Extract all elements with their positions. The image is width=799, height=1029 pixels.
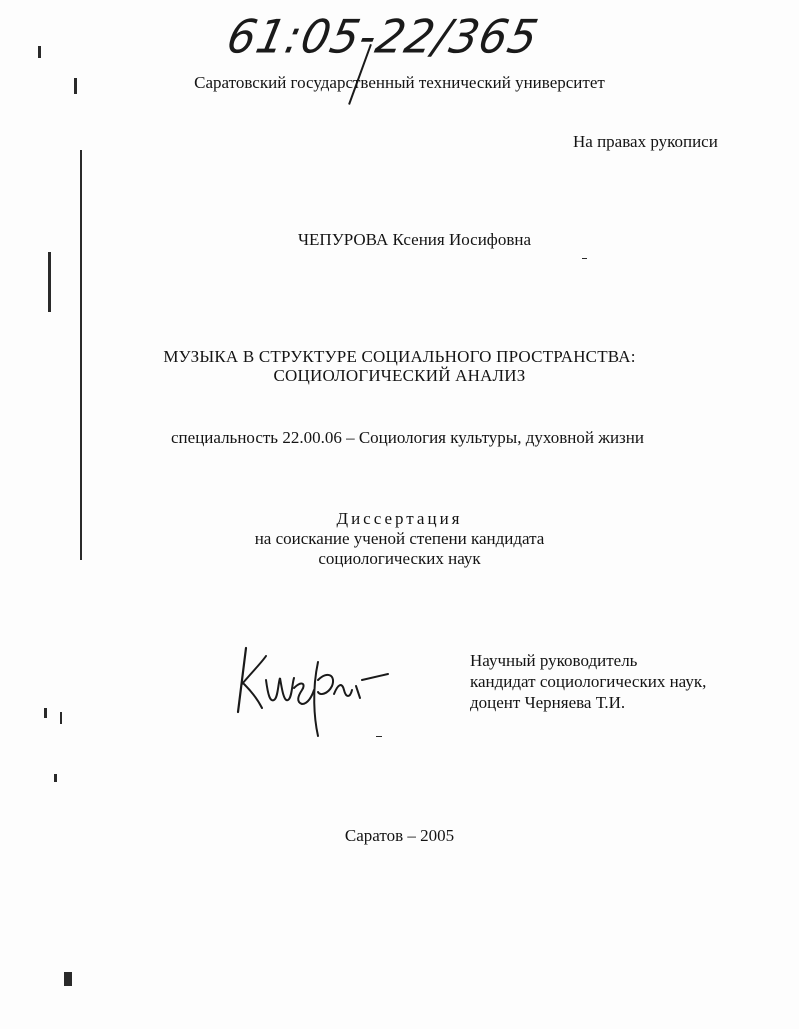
author-name: ЧЕПУРОВА Ксения Иосифовна [298,230,531,249]
supervisor-line-2: кандидат социологических наук, [470,672,707,691]
margin-speck [60,712,62,724]
author-signature [232,640,402,740]
margin-speck [74,78,77,94]
margin-speck [44,708,47,718]
supervisor-line-1: Научный руководитель [470,651,638,670]
city-year: Саратов – 2005 [344,826,455,845]
degree-line-2: социологических наук [318,549,481,568]
handwritten-stamp-code: 61:05-22/365 [222,10,544,65]
page-speck [376,736,382,737]
margin-speck [54,774,57,782]
page-speck [582,258,587,259]
degree-line-1: на соискание ученой степени кандидата [254,529,545,548]
university-name: Саратовский государственный технический университет [194,73,605,92]
rights-note: На правах рукописи [573,132,718,151]
supervisor-line-3: доцент Черняева Т.И. [470,693,626,712]
margin-binding-line [80,150,82,560]
margin-speck [48,252,51,312]
margin-speck [64,972,72,986]
title-line-2: СОЦИОЛОГИЧЕСКИЙ АНАЛИЗ [273,366,526,385]
work-type: Диссертация [336,509,463,528]
title-line-1: МУЗЫКА В СТРУКТУРЕ СОЦИАЛЬНОГО ПРОСТРАНСТВА: [163,347,636,366]
margin-speck [38,46,41,58]
specialty-line: специальность 22.00.06 – Социология культуры, духовной жизни [171,428,644,447]
dissertation-title [0,347,799,385]
supervisor-block [470,650,706,713]
